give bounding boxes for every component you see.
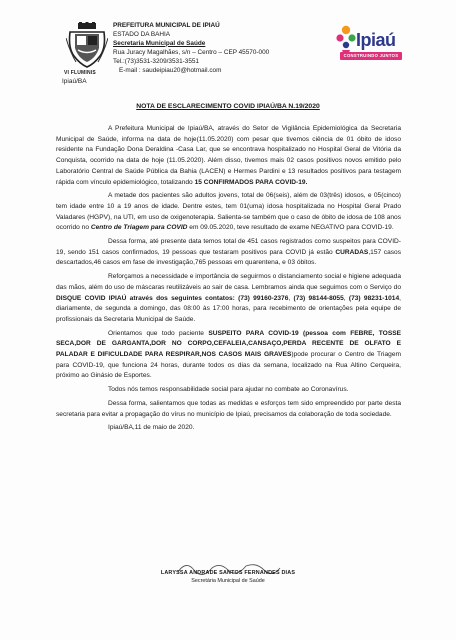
p4-text-end: , diariamente, de segunda a domingo, das 08:00 às 17:00 horas, para recebimento de orientações pela equipe de profissionais da Secretaria Municipal de Saúde. [56, 294, 401, 323]
p1-confirmed-total: 15 CONFIRMADOS PARA COVID-19. [194, 178, 308, 186]
p4-sep2: , [343, 294, 349, 302]
p3-text: Dessa forma, até presente data temos total de 451 casos registrados como suspeitos para COVID-19, sendo 151 casos confirmados, 19 pessoas que testaram positivos para COVID já estão [56, 238, 401, 256]
date-line: Ipiaú/BA,11 de maio de 2020. [108, 424, 195, 432]
address-line: Rua Juracy Magalhães, s/n – Centro – CEP 45570-000 [113, 48, 270, 56]
p2-text: A metade dos pacientes são adultos jovens, total de 06(seis), além de 03(três) idosos, e 05(cinco) tem idade entre 10 a 19 anos de idade. Dentre estes, tem 01(uma) idosa hospitalizada no Hospital Geral Prado Valadares (HGPV), na UTI, em uso de oxigenoterapia. Salienta-se também que o caso de óbito de idosa de 108 anos ocorrido no [56, 192, 401, 232]
p3-cured: CURADAS [335, 248, 369, 256]
paragraph-closing: Dessa forma, salientamos que todas as medidas e esforços tem sido empreendido por parte desta secretaria para evitar a propagação do vírus no município de Ipiaú, precisamos da colaboração de toda sociedade. [56, 399, 401, 418]
paragraph-symptoms [56, 329, 401, 383]
symptom-list: SUSPEITO PARA COVID-19 (pessoa com FEBRE, TOSSE SECA,DOR DE GARGANTA,DOR NO CORPO,CEFALEIA,CANSAÇO,PERDA RECENTE DE OLFATO E PALADAR E DIFICULDADE PARA RESPIRAR,NOS CASOS MAIS GRAVES [56, 329, 402, 359]
p4-text: Reforçamos a necessidade e importância de seguirmos o distanciamento social e higiene adequada das mãos, além do uso de máscaras reutilizáveis ao sair de casa. Lembramos ainda que seguimos com o Serviço do [56, 273, 401, 291]
p5-text-end: )pode procurar o Centro de Triagem para COVID-19, que funciona 24 horas, durante todos os dias da semana, localizado na Rua Altino Cerqueira, próximo ao Ginásio de Esportes. [56, 351, 401, 380]
p1-text: A Prefeitura Municipal de Ipiaú/BA, através do Setor de Vigilância Epidemiológica da Secretaria Municipal de Saúde, informa na data de hoje(11.05.2020) com pesar que tivemos ciência de 01 óbito de idoso residente na Fundação Dona Deraldina -Casa Lar, que se encontrava hospitalizado no Hospital Geral de Vitória da Conquista, ocorrido na data de hoje (11.05.2020). Além disso, tivemos mais 02 casos positivos novos emitido pelo Laboratório Central de Saúde Pública da Bahia (LACEN) e Hermes Pardini e 13 resultados positivos para testagem rápida com vínculo epidemiológico, totalizando [56, 125, 401, 186]
p3-text-end: ,157 casos descartados,46 casos em fase de investigação,765 pessoas em quarentena, e 03 óbitos. [56, 248, 402, 267]
p2-text-end: em 09.05.2020, teve resultado de exame NEGATIVO para COVID-19. [187, 224, 394, 232]
notice-body [56, 124, 401, 437]
paragraph-case-totals [56, 237, 401, 269]
hotline-phone-3: (73) 98231-1014 [348, 294, 400, 302]
paragraph-patient-profile [56, 191, 401, 234]
email-line: E-mail : saudeipiau20@hotmail.com [119, 66, 222, 74]
hotline-contacts: DISQUE COVID IPIAÚ através dos seguintes contatos: (73) 99160-2376 [56, 294, 289, 302]
signatory-role: Secretária Municipal de Saúde [191, 578, 265, 584]
crest-caption: VI FLUMINIS [64, 70, 96, 76]
p2-triage-center: Centro de Triagem para COVID [90, 224, 188, 232]
hotline-phone-2: (73) 98144-8055 [293, 294, 344, 302]
state-name: ESTADO DA BAHIA [113, 30, 171, 38]
municipal-coat-of-arms-icon [66, 22, 108, 70]
p5-text: Orientamos que todo paciente [108, 329, 209, 337]
letterhead [113, 22, 269, 75]
p4-sep1: , [288, 294, 294, 302]
header-city: Ipiaú/BA [62, 78, 87, 85]
paragraph-death-report [56, 124, 401, 188]
logo-wordmark: Ipiaú [356, 30, 396, 50]
notice-title: NOTA DE ESCLARECIMENTO COVID IPIAÚ/BA N.19/2020 [136, 103, 320, 110]
logo-tagline: CONSTRUINDO JUNTOS [340, 52, 402, 60]
org-name: PREFEITURA MUNICIPAL DE IPIAÚ [113, 22, 220, 29]
department-name: Secretaria Municipal de Saúde [113, 39, 206, 47]
paragraph-responsibility: Todos nós temos responsabilidade social para ajudar no combate ao Coronavírus. [108, 386, 349, 394]
phone-line: Tel.:(73)3531-3209/3531-3551 [113, 57, 199, 65]
paragraph-hotline [56, 272, 401, 326]
signatory-name: LARYSSA ANDRADE SANTOS FERNANDES DIAS [160, 570, 296, 576]
